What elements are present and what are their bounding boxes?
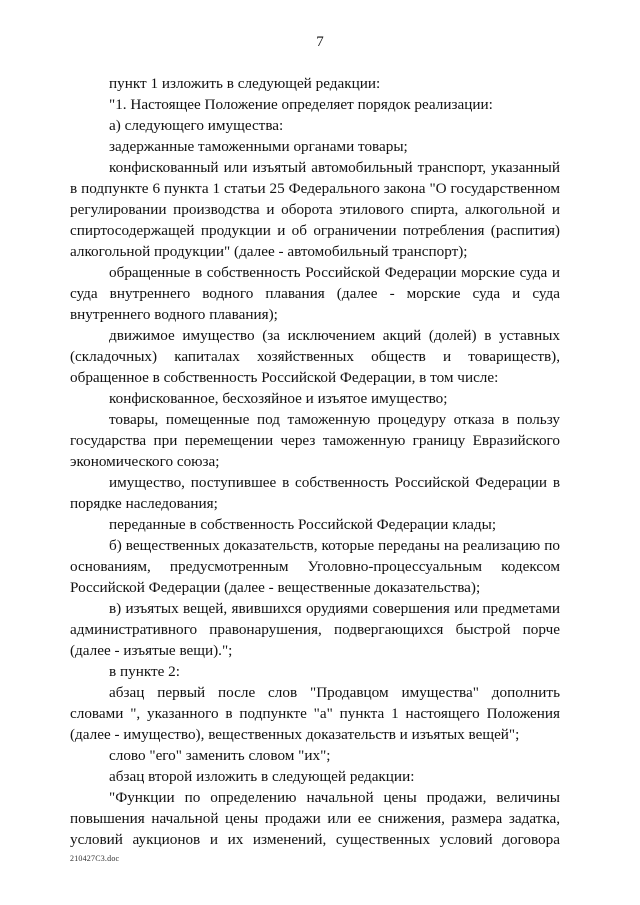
paragraph: задержанные таможенными органами товары; [109,138,408,155]
paragraph: абзац второй изложить в следующей редакции: [109,768,415,785]
paragraph: "1. Настоящее Положение определяет порядок реализации: [109,96,493,113]
page-number: 7 [316,34,324,50]
paragraph: в) изъятых вещей, явившихся орудиями совершения или предметами административного правонарушения, подвергающихся быстрой порче (далее - изъятые вещи)."; [70,600,560,659]
paragraph: абзац первый после слов "Продавцом имущества" дополнить словами ", указанного в подпункте "а" пункта 1 настоящего Положения (далее - имущество), вещественных доказательств и изъятых вещей"; [70,684,560,743]
paragraph: в пункте 2: [109,663,180,680]
paragraph: товары, помещенные под таможенную процедуру отказа в пользу государства при перемещении через таможенную границу Евразийского экономического союза; [70,411,560,470]
paragraph: пункт 1 изложить в следующей редакции: [109,75,381,92]
paragraph: движимое имущество (за исключением акций (долей) в уставных (складочных) капиталах хозяйственных обществ и товариществ), обращенное в собственность Российской Федерации, в том числе: [70,327,560,386]
document-body [70,73,560,850]
paragraph: конфискованное, бесхозяйное и изъятое имущество; [109,390,448,407]
file-identifier: 210427С3.doc [70,854,120,863]
paragraph: б) вещественных доказательств, которые переданы на реализацию по основаниям, предусмотренным Уголовно-процессуальным кодексом Российской Федерации (далее - вещественные доказательства); [70,537,560,596]
paragraph: "Функции по определению начальной цены продажи, величины повышения начальной цены продажи или ее снижения, размера задатка, условий аукционов и их изменений, существенных условий договора [70,789,560,848]
paragraph: а) следующего имущества: [109,117,284,134]
paragraph: переданные в собственность Российской Федерации клады; [109,516,497,533]
paragraph: имущество, поступившее в собственность Российской Федерации в порядке наследования; [70,474,560,512]
paragraph: конфискованный или изъятый автомобильный транспорт, указанный в подпункте 6 пункта 1 статьи 25 Федерального закона "О государственном регулировании производства и оборота этилового спирта, алкогольной и спиртосодержащей продукции и об ограничении потребления (распития) алкогольной продукции" (далее - автомобильный транспорт); [70,159,560,260]
paragraph: обращенные в собственность Российской Федерации морские суда и суда внутреннего водного плавания (далее - морские суда и суда внутреннего водного плавания); [70,264,560,323]
paragraph: слово "его" заменить словом "их"; [109,747,331,764]
